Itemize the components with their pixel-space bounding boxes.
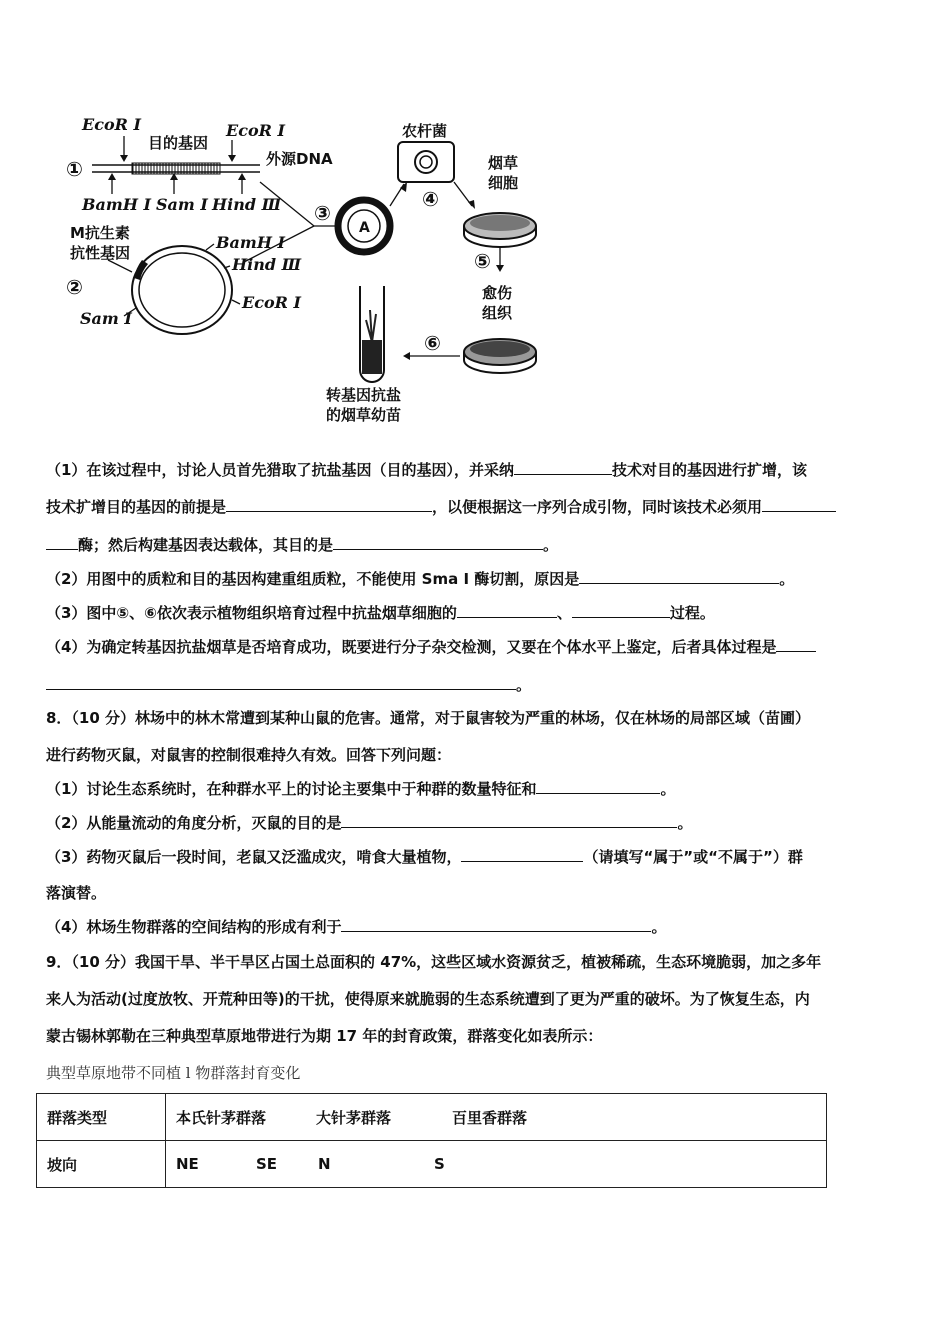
tobacco-label-1: 烟草 [488, 154, 519, 172]
hindiii-label-plasmid: Hind Ⅲ [232, 255, 302, 274]
q7-line-3: 酶；然后构建基因表达载体，其目的是 。 [46, 535, 558, 555]
table-caption: 典型草原地带不同植 l 物群落封育变化 [46, 1064, 301, 1082]
table-cell: NE SE N S [166, 1141, 827, 1188]
answer-blank[interactable] [579, 569, 779, 584]
step2-label: ② [66, 275, 83, 299]
table-header-cell: 群落类型 [37, 1094, 166, 1141]
answer-blank[interactable] [776, 637, 816, 652]
q7-line-4: （2）用图中的质粒和目的基因构建重组质粒，不能使用 Sma I 酶切割，原因是 。 [46, 570, 795, 588]
answer-blank[interactable] [46, 535, 78, 550]
step3-label: ③ [314, 201, 331, 225]
answer-blank[interactable] [226, 497, 432, 512]
q8-sub-3: （3）药物灭鼠后一段时间，老鼠又泛滥成灾，啃食大量植物， （请填写“属于”或“不属于”）群 [46, 848, 803, 866]
step5-label: ⑤ [474, 249, 491, 273]
q9-line-3: 蒙古锡林郭勒在三种典型草原地带进行为期 17 年的封育政策，群落变化如表所示： [46, 1027, 603, 1045]
q7-line-6: （4）为确定转基因抗盐烟草是否培育成功，既要进行分子杂交检测，又要在个体水平上鉴定，后者具体过程是 [46, 637, 816, 657]
step6-label: ⑥ [424, 331, 441, 355]
table-cell: 本氏针茅群落 大针茅群落 百里香群落 [166, 1094, 827, 1141]
step4-label: ④ [422, 187, 439, 211]
ecori-label-plasmid: EcoR Ⅰ [242, 293, 301, 312]
callus-label-1: 愈伤 [482, 284, 513, 302]
q7-line-5: （3）图中⑤、⑥依次表示植物组织培育过程中抗盐烟草细胞的 、 过程。 [46, 604, 715, 622]
q8-sub-3-cont: 落演替。 [46, 884, 107, 902]
q7-line-7: 。 [46, 675, 531, 695]
ecori-label-left: EcoR Ⅰ [82, 115, 141, 134]
target-gene-label: 目的基因 [148, 134, 209, 152]
answer-blank[interactable] [341, 917, 651, 932]
table-row [37, 1141, 827, 1188]
plasmid-ring-inner [139, 253, 225, 327]
q7-line-2: 技术扩增目的基因的前提是 ，以便根据这一序列合成引物，同时该技术必须用 [46, 497, 836, 517]
answer-blank[interactable] [514, 460, 612, 475]
q7-line-1: （1）在该过程中，讨论人员首先猎取了抗盐基因（目的基因），并采纳 技术对目的基因进行扩增，该 [46, 461, 807, 479]
agrobacterium-box [398, 142, 454, 182]
q9-line-1: 9．（10 分）我国干旱、半干旱区占国土总面积的 47%，这些区域水资源贫乏，植被稀疏，生态环境脆弱，加之多年 [46, 953, 822, 971]
sami-label-dna: Sam Ⅰ [156, 195, 208, 214]
target-gene-segment [132, 163, 220, 174]
agrobacterium-label: 农杆菌 [402, 122, 448, 140]
answer-blank[interactable] [333, 535, 543, 550]
table-header-cell: 坡向 [37, 1141, 166, 1188]
answer-blank[interactable] [572, 603, 670, 618]
m-resist-label-1: M抗生素 [70, 224, 130, 242]
q8-line-1: 8．（10 分）林场中的林木常遭到某种山鼠的危害。通常，对于鼠害较为严重的林场，仅在林场的局部区域（苗圃） [46, 709, 811, 727]
answer-blank[interactable] [46, 675, 516, 690]
genetic-engineering-diagram [60, 110, 580, 430]
table-row [37, 1094, 827, 1141]
seedling-label-1: 转基因抗盐 [326, 386, 402, 404]
step1-label: ① [66, 157, 83, 181]
plasmid-ring-outer [132, 246, 232, 334]
answer-blank[interactable] [341, 813, 677, 828]
q8-sub-2: （2）从能量流动的角度分析，灭鼠的目的是 。 [46, 814, 693, 832]
answer-blank[interactable] [457, 603, 557, 618]
m-resist-label-2: 抗性基因 [70, 244, 131, 262]
tobacco-label-2: 细胞 [488, 174, 519, 192]
q9-line-2: 来人为活动(过度放牧、开荒种田等)的干扰，使得原来就脆弱的生态系统遭到了更为严重的破坏。为了恢复生态，内 [46, 990, 810, 1008]
callus-label-2: 组织 [482, 304, 513, 322]
plasmid-a-label: A [359, 220, 370, 236]
answer-blank[interactable] [461, 847, 583, 862]
q8-sub-1: （1）讨论生态系统时，在种群水平上的讨论主要集中于种群的数量特征和 。 [46, 780, 676, 798]
bamhi-label-plasmid: BamH Ⅰ [216, 233, 285, 252]
ecori-label-right: EcoR Ⅰ [226, 121, 285, 140]
q8-line-2: 进行药物灭鼠，对鼠害的控制很难持久有效。回答下列问题： [46, 746, 452, 764]
community-table [36, 1093, 827, 1188]
answer-blank[interactable] [762, 497, 836, 512]
sami-label-plasmid: Sam Ⅰ [80, 309, 132, 328]
answer-blank[interactable] [536, 779, 660, 794]
hindiii-label-dna: Hind Ⅲ [212, 195, 282, 214]
foreign-dna-label: 外源DNA [266, 150, 333, 168]
seedling-label-2: 的烟草幼苗 [326, 406, 402, 424]
bamhi-label-dna: BamH Ⅰ [82, 195, 151, 214]
q8-sub-4: （4）林场生物群落的空间结构的形成有利于 。 [46, 918, 667, 936]
